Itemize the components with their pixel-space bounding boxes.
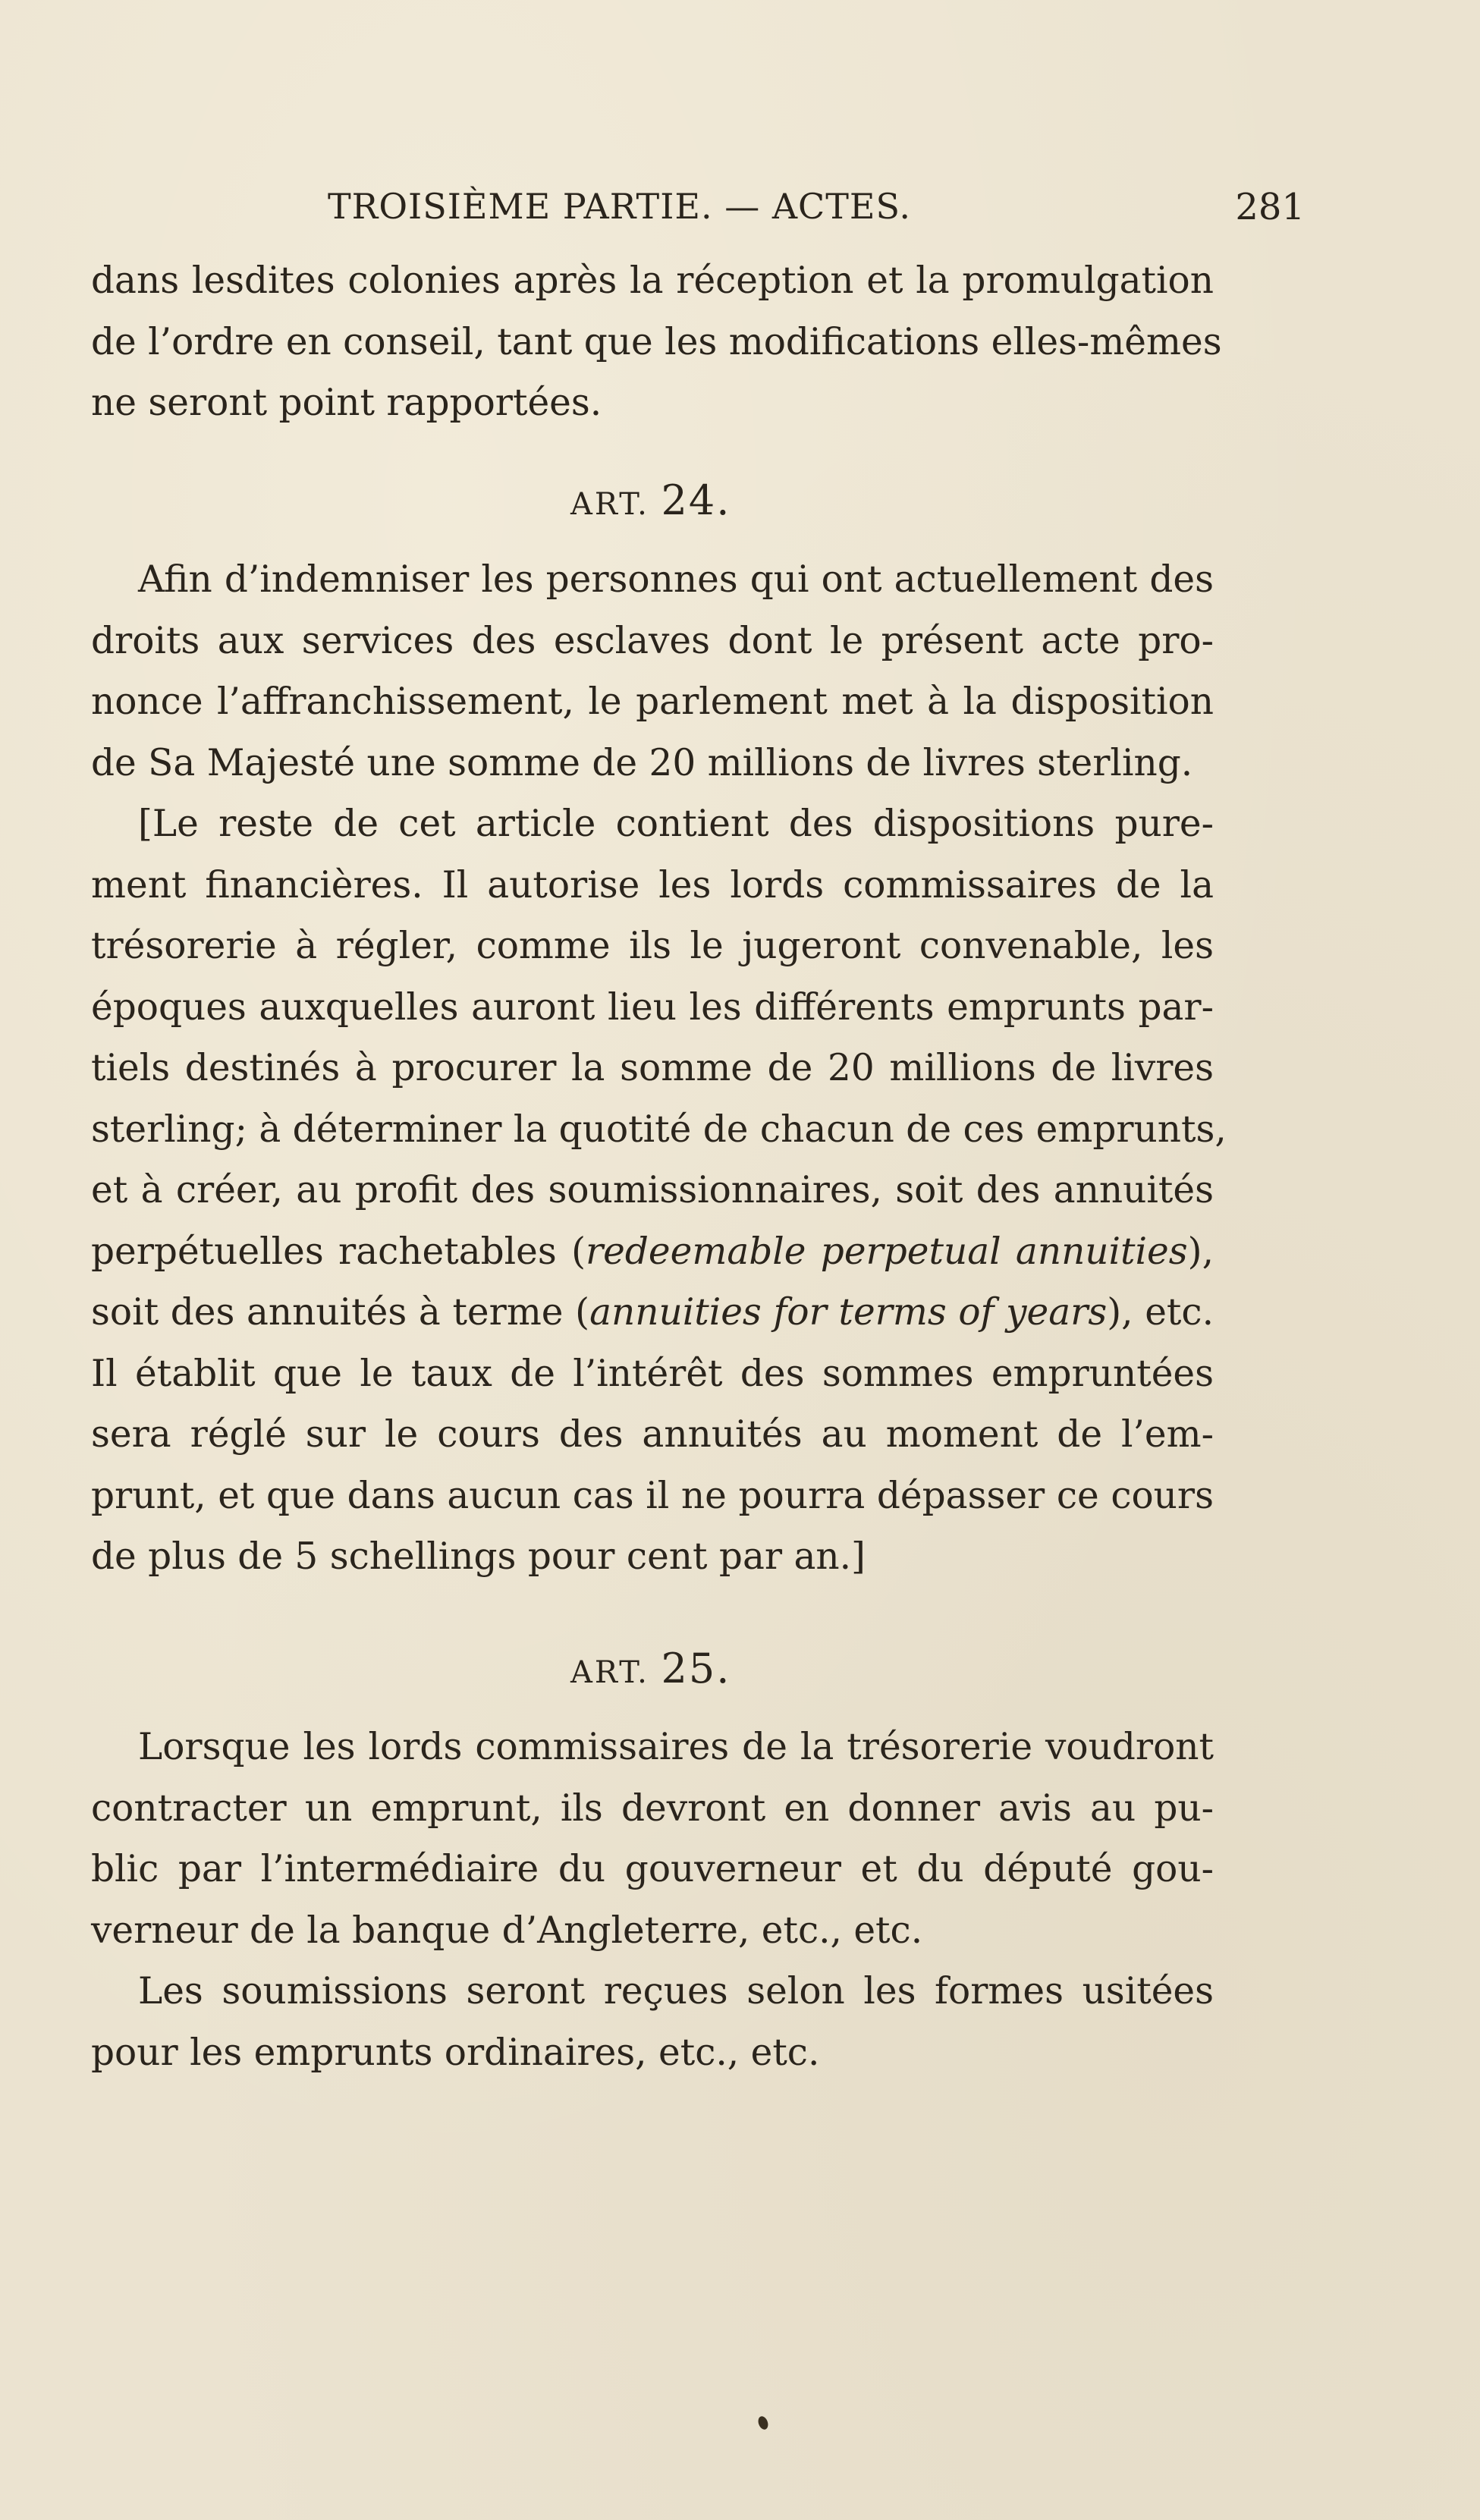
text-segment: ), [1187,1230,1214,1273]
page-header [91,186,1305,231]
text-line-with-italic [91,1221,1214,1283]
text-line: Il établit que le taux de l’intérêt des sommes empruntées [91,1352,1214,1395]
page-number: 281 [1235,186,1305,228]
text-line: blic par l’intermédiaire du gouverneur et du député gou- [91,1848,1214,1890]
text-line: nonce l’affranchissement, le parlement met à la disposition [91,680,1214,723]
text-line: de plus de 5 schellings pour cent par an.] [91,1535,866,1578]
text-segment: ), etc. [1107,1291,1214,1334]
text-line: sera réglé sur le cours des annuités au moment de l’em- [91,1413,1214,1456]
italic-term: redeemable perpetual annuities [586,1230,1188,1273]
article-24-heading [570,476,731,524]
article-number: 25. [661,1645,731,1692]
text-line: tiels destinés à procurer la somme de 20 millions de livres [91,1047,1214,1089]
text-line: époques auxquelles auront lieu les différents emprunts par- [91,985,1214,1029]
italic-term: annuities for terms of years [589,1291,1108,1334]
text-line: de Sa Majesté une somme de 20 millions de livres sterling. [91,741,1193,784]
text-segment: perpétuelles rachetables ( [91,1230,586,1273]
article-number: 24. [661,476,731,524]
text-line: Afin d’indemniser les personnes qui ont actuellement des [138,558,1214,601]
text-line: trésorerie à régler, comme ils le jugeront convenable, les [91,925,1214,967]
text-line: Les soumissions seront reçues selon les formes usitées [138,1970,1214,2013]
text-line: [Le reste de cet article contient des dispositions pure- [138,803,1214,845]
article-label: ART. [570,487,649,522]
text-line: droits aux services des esclaves dont le présent acte pro- [91,619,1214,662]
article-label: ART. [570,1655,649,1690]
text-line: dans lesdites colonies après la réception et la promulgation [91,259,1214,302]
text-line: et à créer, au profit des soumissionnaires, soit des annuités [91,1169,1214,1211]
text-line: sterling; à déterminer la quotité de chacun de ces emprunts, [91,1108,1227,1151]
article-24-body [91,549,1227,1588]
text-segment: soit des annuités à terme ( [91,1291,590,1334]
article-25-body [91,1717,1214,2083]
text-line: Lorsque les lords commissaires de la trésorerie voudront [138,1726,1214,1768]
continuation-paragraph [91,250,1222,434]
text-line: ne seront point rapportées. [91,382,602,424]
text-line: pour les emprunts ordinaires, etc., etc. [91,2031,820,2074]
ink-mark [756,2415,769,2430]
text-line: ment financières. Il autorise les lords commissaires de la [91,863,1214,907]
article-25-heading [570,1645,731,1692]
text-line: prunt, et que dans aucun cas il ne pourra dépasser ce cours [91,1474,1214,1517]
text-line: de l’ordre en conseil, tant que les modifications elles-mêmes [91,320,1222,363]
text-line: verneur de la banque d’Angleterre, etc., etc. [91,1909,923,1952]
text-line-with-italic [91,1282,1214,1343]
text-line: contracter un emprunt, ils devront en donner avis au pu- [91,1786,1214,1830]
running-title: TROISIÈME PARTIE. — ACTES. [328,186,912,227]
